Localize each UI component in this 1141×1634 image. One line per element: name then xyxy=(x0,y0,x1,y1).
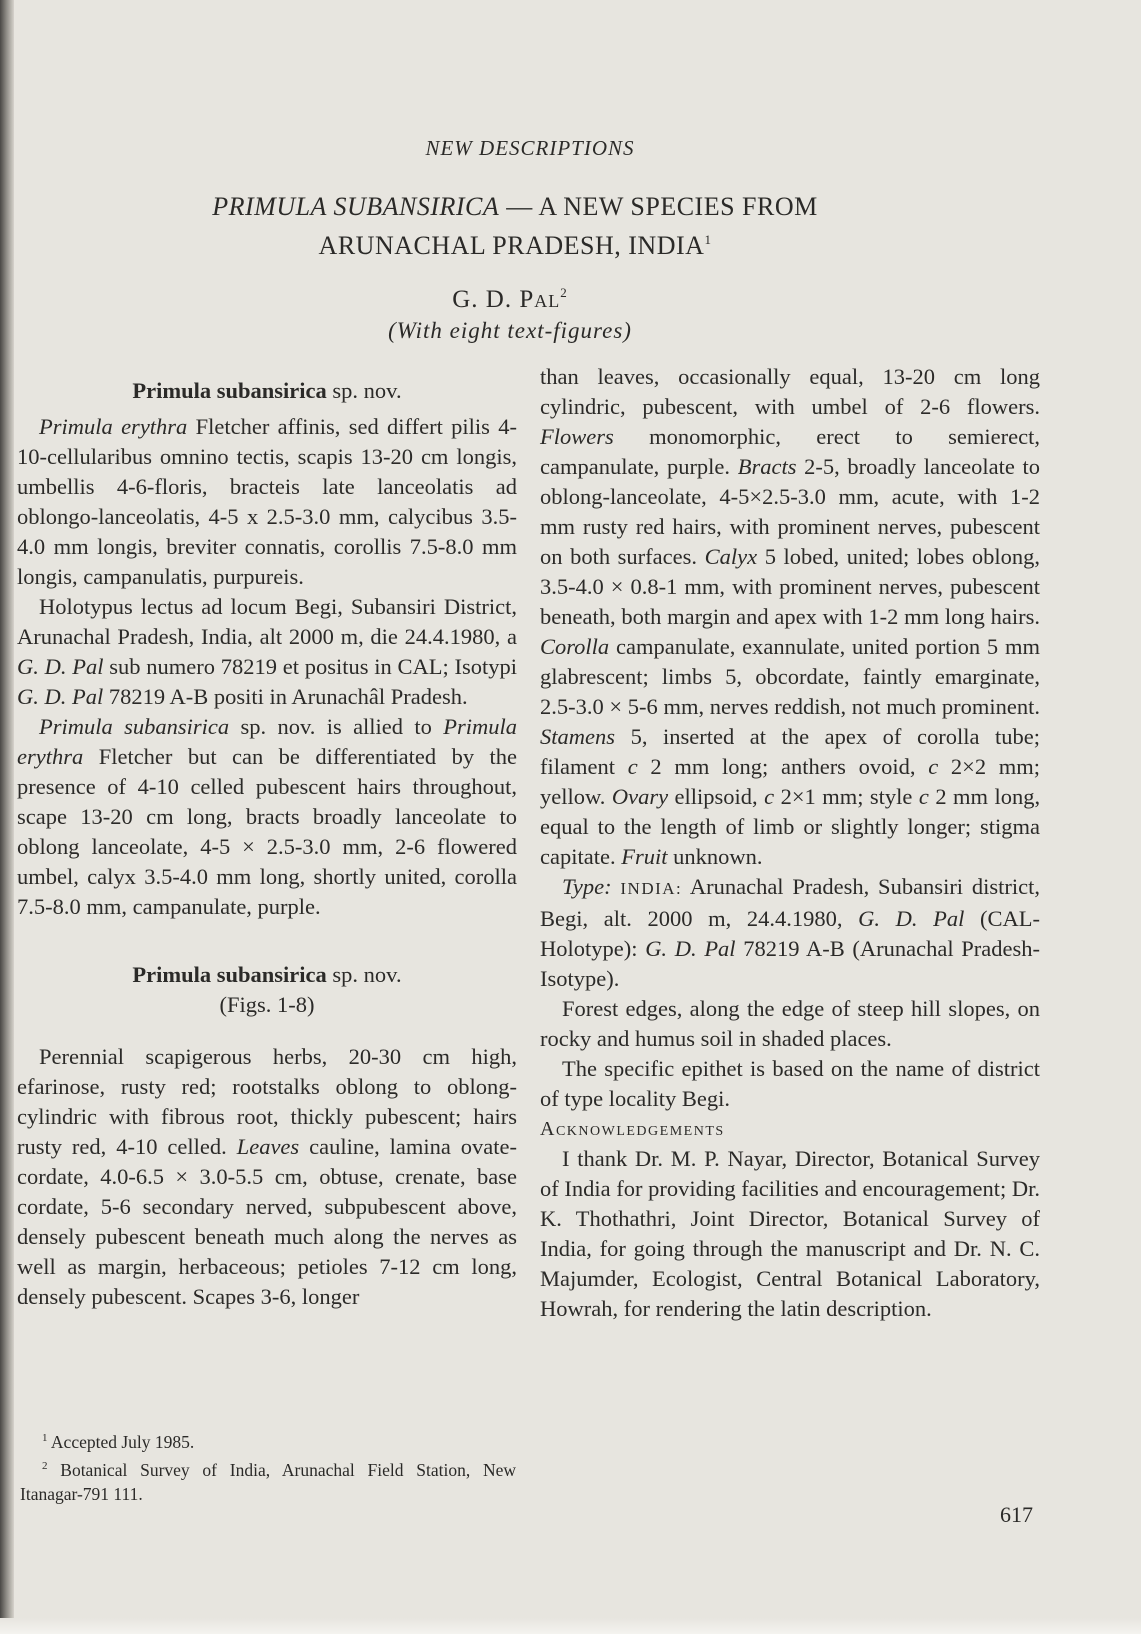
latin-heading xyxy=(17,376,517,406)
author-text: G. D. Pal xyxy=(452,286,561,313)
latin-heading-species: Primula subansirica xyxy=(132,378,327,403)
holotype-text-c: 78219 A-B positi in Arunachâl Pradesh. xyxy=(108,684,468,709)
stamens-label: Stamens xyxy=(540,724,615,749)
calyx-label: Calyx xyxy=(704,544,758,569)
footnotes xyxy=(20,1426,516,1506)
description-continued xyxy=(540,362,1040,872)
latin-diagnosis-species: Primula erythra xyxy=(39,414,188,439)
circa-2: c xyxy=(928,754,939,779)
description-heading-species: Primula subansirica xyxy=(132,962,327,987)
desc-cont-f: 5, inserted at the apex of corolla tube; filament xyxy=(540,724,1040,779)
latin-diagnosis-text: Fletcher affinis, sed differt pilis 4-10-cellularibus omnino tectis, scapis 13-20 cm longis, umbellis 4-6-floris, bracteis late lanceolatis ad oblongo-lanceolatis, 4-5 x 2.5-3.0 mm, calycibus 3.5-4.0 mm longis, breviter connatis, corollis 7.5-8.0 mm longis, campanulatis, purpureis. xyxy=(17,414,517,589)
holotype-collector-2: G. D. Pal xyxy=(17,684,104,709)
flowers-label: Flowers xyxy=(540,424,614,449)
description-figs: (Figs. 1-8) xyxy=(219,992,315,1017)
desc-cont-j: 2×1 mm; style xyxy=(780,784,913,809)
type-text-c: 78219 A-B (Arunachal Pradesh-Isotype). xyxy=(540,936,1041,991)
description-heading-rest: sp. nov. xyxy=(332,962,402,987)
footnote-1-mark: 1 xyxy=(42,1432,48,1444)
title-footnote-mark: 1 xyxy=(704,232,712,247)
type-text-a: Arunachal Pradesh, Subansiri district, Begi, alt. 2000 m, 24.4.1980, xyxy=(540,874,1040,931)
description-text-a: Perennial scapigerous herbs, 20-30 cm high, efarinose, rusty red; rootstalks oblong to oblong-cylindric with fibrous root, thickly pubescent; hairs rusty red, 4-10 celled. xyxy=(17,1044,517,1159)
desc-cont-d: 5 lobed, united; lobes oblong, 3.5-4.0 × 0.8-1 mm, with prominent nerves, pubescent beneath, both margin and apex with 1-2 mm long hairs. xyxy=(540,544,1041,629)
desc-cont-b: monomorphic, erect to semierect, campanulate, purple. xyxy=(540,424,1041,479)
allied-text-b: Fletcher but can be differentiated by the presence of 4-10 celled pubescent hairs throughout, scape 13-20 cm long, bracts broadly lanceolate to oblong lanceolate, 4-5 × 2.5-3.0 mm, 2-6 flowered umbel, calyx 3.5-4.0 mm long, shortly united, corolla 7.5-8.0 mm, campanulate, purple. xyxy=(17,744,517,919)
desc-cont-k: 2 mm long, equal to the length of limb or slightly longer; stigma capitate. xyxy=(540,784,1041,869)
type-country: INDIA: xyxy=(620,879,683,898)
circa-1: c xyxy=(627,754,638,779)
author-footnote-mark: 2 xyxy=(560,285,568,300)
circa-4: c xyxy=(918,784,929,809)
page-bottom-edge xyxy=(0,1618,1141,1634)
description-heading xyxy=(17,960,517,990)
holotype-text-b: sub numero 78219 et positus in CAL; Isotypi xyxy=(109,654,517,679)
page-number: 617 xyxy=(1000,1502,1033,1527)
left-column xyxy=(17,378,517,1312)
acknowledgements-paragraph: I thank Dr. M. P. Nayar, Director, Botanical Survey of India for providing facilities and encouragement; Dr. K. Thothathri, Joint Director, Botanical Survey of India, for going through the manuscript and Dr. N. C. Majumder, Ecologist, Central Botanical Laboratory, Howrah, for rendering the latin description. xyxy=(540,1146,1040,1321)
leaves-label: Leaves xyxy=(236,1134,300,1159)
desc-cont-h: 2×2 mm; yellow. xyxy=(540,754,1041,809)
holotype-text-a: Holotypus lectus ad locum Begi, Subansiri District, Arunachal Pradesh, India, alt 2000 m, die 24.4.1980, a xyxy=(17,594,517,649)
footnote-2 xyxy=(20,1454,516,1506)
figures-note: (With eight text-figures) xyxy=(388,318,632,343)
type-label: Type: xyxy=(562,874,612,899)
type-collector-2: G. D. Pal xyxy=(645,936,736,961)
desc-cont-c: 2-5, broadly lanceolate to oblong-lanceolate, 4-5×2.5-3.0 mm, acute, with 1-2 mm rusty red hairs, with prominent nerves, pubescent on both surfaces. xyxy=(540,454,1041,569)
desc-cont-a: than leaves, occasionally equal, 13-20 cm long cylindric, pubescent, with umbel of 2-6 flowers. xyxy=(540,364,1040,419)
desc-cont-i: ellipsoid, xyxy=(674,784,758,809)
footnote-2-text: Botanical Survey of India, Arunachal Field Station, New Itanagar-791 111. xyxy=(20,1460,516,1504)
circa-3: c xyxy=(764,784,775,809)
allied-species-1: Primula subansirica xyxy=(39,714,230,739)
title-line1-rest: — A NEW SPECIES FROM xyxy=(506,192,818,221)
desc-cont-l: unknown. xyxy=(673,844,763,869)
corolla-label: Corolla xyxy=(540,634,610,659)
allied-text-a: sp. nov. is allied to xyxy=(240,714,432,739)
type-collector: G. D. Pal xyxy=(858,906,965,931)
acknowledgements-heading xyxy=(540,1114,1040,1144)
section-label: NEW DESCRIPTIONS xyxy=(425,136,635,160)
footnote-1 xyxy=(20,1426,516,1454)
epithet-paragraph: The specific epithet is based on the name of district of type locality Begi. xyxy=(540,1056,1040,1111)
habitat-paragraph: Forest edges, along the edge of steep hill slopes, on rocky and humus soil in shaded places. xyxy=(540,996,1040,1051)
desc-cont-e: campanulate, exannulate, united portion 5 mm glabrescent; limbs 5, obcordate, faintly emarginate, 2.5-3.0 × 5-6 mm, nerves reddish, not much prominent. xyxy=(540,634,1041,719)
latin-heading-rest: sp. nov. xyxy=(332,378,402,403)
description-text-b: cauline, lamina ovate-cordate, 4.0-6.5 × 3.0-5.5 cm, obtuse, crenate, base cordate, 5-6 secondary nerved, subpubescent above, densely pubescent beneath much along the nerves as well as margin, herbaceous; petioles 7-12 cm long, densely pubescent. Scapes 3-6, longer xyxy=(17,1134,518,1309)
title-line2: ARUNACHAL PRADESH, INDIA xyxy=(318,231,705,260)
right-column xyxy=(540,362,1040,1324)
type-text-b: (CAL-Holotype): xyxy=(540,906,1040,961)
footnote-1-text: Accepted July 1985. xyxy=(50,1432,195,1452)
fruit-label: Fruit xyxy=(621,844,668,869)
bracts-label: Bracts xyxy=(737,454,797,479)
holotype-paragraph xyxy=(17,592,517,712)
ack-heading-text: Acknowledgements xyxy=(540,1118,725,1140)
allied-species-2: Primula erythra xyxy=(17,714,518,769)
article-title xyxy=(0,190,1030,262)
desc-cont-g: 2 mm long; anthers ovoid, xyxy=(650,754,916,779)
holotype-collector: G. D. Pal xyxy=(17,654,104,679)
description-paragraph xyxy=(17,1042,517,1312)
footnote-2-mark: 2 xyxy=(42,1460,48,1472)
allied-paragraph xyxy=(17,712,517,922)
type-paragraph xyxy=(540,872,1040,994)
author-name xyxy=(0,285,1020,314)
latin-diagnosis xyxy=(17,412,517,592)
ovary-label: Ovary xyxy=(611,784,669,809)
title-species-name: PRIMULA SUBANSIRICA xyxy=(212,192,500,221)
